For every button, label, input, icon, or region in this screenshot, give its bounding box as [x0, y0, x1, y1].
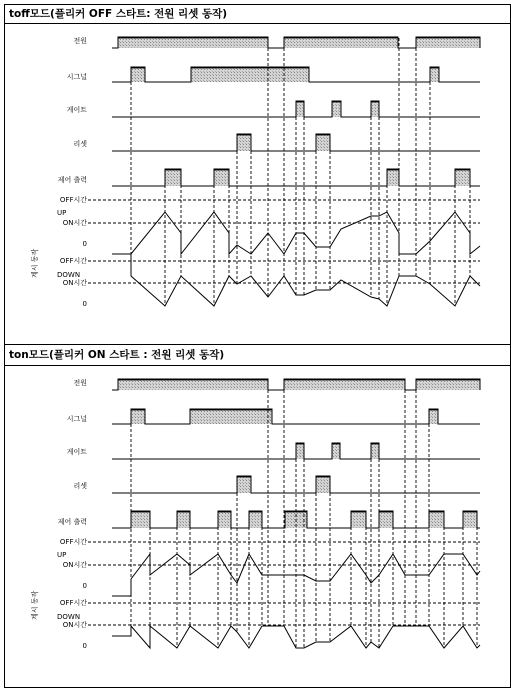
row-label-gate: 게이트 [66, 106, 87, 114]
label-up: UP [57, 551, 67, 559]
row-label-power: 전원 [73, 37, 87, 45]
output-row-pulse [177, 511, 190, 528]
row-label-reset: 리셋 [73, 482, 87, 490]
label-on-time-down: ON시간 [62, 621, 87, 629]
row-label-signal: 시그널 [66, 73, 87, 81]
power-row-pulse [284, 37, 398, 48]
power-row-pulse [416, 379, 480, 390]
label-zero-down: 0 [82, 642, 87, 650]
label-on-time-up: ON시간 [62, 561, 87, 569]
output-row-pulse [214, 169, 229, 186]
gate-row-pulse [296, 443, 304, 459]
label-on-time-up: ON시간 [62, 219, 87, 227]
output-row-pulse [249, 511, 262, 528]
label-down: DOWN [57, 613, 81, 621]
output-row-pulse [131, 511, 150, 528]
gate-row-pulse [371, 443, 379, 459]
gate-row-pulse [332, 443, 340, 459]
gate-row-pulse [371, 101, 379, 117]
row-label-power: 전원 [73, 379, 87, 387]
timing-panel-toff [30, 36, 480, 308]
output-row-pulse [379, 511, 393, 528]
reset-row-pulse [316, 134, 330, 151]
signal-row-waveform [112, 409, 480, 424]
output-row-pulse [351, 511, 366, 528]
section-title-ton: ton모드(플리커 ON 스타트 : 전원 리셋 동작) [9, 349, 225, 361]
reset-row-pulse [237, 134, 251, 151]
gate-row-pulse [296, 101, 304, 117]
label-down: DOWN [57, 271, 81, 279]
label-counting-vertical: 계시 동작 [31, 248, 39, 278]
section-frame-toff [5, 5, 511, 345]
signal-row-pulse [429, 409, 438, 424]
signal-row-pulse [190, 409, 272, 424]
section-title-toff: toff모드(플리커 OFF 스타트: 전원 리셋 동작) [9, 8, 228, 20]
power-row-pulse [284, 379, 405, 390]
reset-row-pulse [316, 476, 330, 493]
signal-row-pulse [131, 67, 145, 82]
label-off-time-down: OFF시간 [59, 257, 87, 265]
signal-row-pulse [430, 67, 439, 82]
row-label-signal: 시그널 [66, 415, 87, 423]
gate-row-pulse [332, 101, 341, 117]
power-row-pulse [118, 379, 268, 390]
label-zero-down: 0 [82, 300, 87, 308]
label-zero-up: 0 [82, 582, 87, 590]
row-label-output: 제어 출력 [57, 176, 87, 184]
label-up: UP [57, 209, 67, 217]
reset-row-pulse [237, 476, 251, 493]
power-row-pulse [416, 37, 480, 48]
output-row-pulse [165, 169, 181, 186]
label-zero-up: 0 [82, 240, 87, 248]
output-row-pulse [463, 511, 477, 528]
label-on-time-down: ON시간 [62, 279, 87, 287]
output-row-pulse [387, 169, 399, 186]
label-off-time-up: OFF시간 [59, 196, 87, 204]
label-off-time-down: OFF시간 [59, 599, 87, 607]
label-off-time-up: OFF시간 [59, 538, 87, 546]
row-label-reset: 리셋 [73, 140, 87, 148]
signal-row-pulse [131, 409, 145, 424]
output-row-pulse [429, 511, 444, 528]
row-label-gate: 게이트 [66, 448, 87, 456]
output-row-pulse [218, 511, 231, 528]
power-row-pulse [118, 37, 268, 48]
row-label-output: 제어 출력 [57, 518, 87, 526]
label-counting-vertical: 계시 동작 [31, 590, 39, 620]
output-row-pulse [455, 169, 470, 186]
signal-row-pulse [191, 67, 309, 82]
timing-panel-ton [30, 378, 480, 650]
